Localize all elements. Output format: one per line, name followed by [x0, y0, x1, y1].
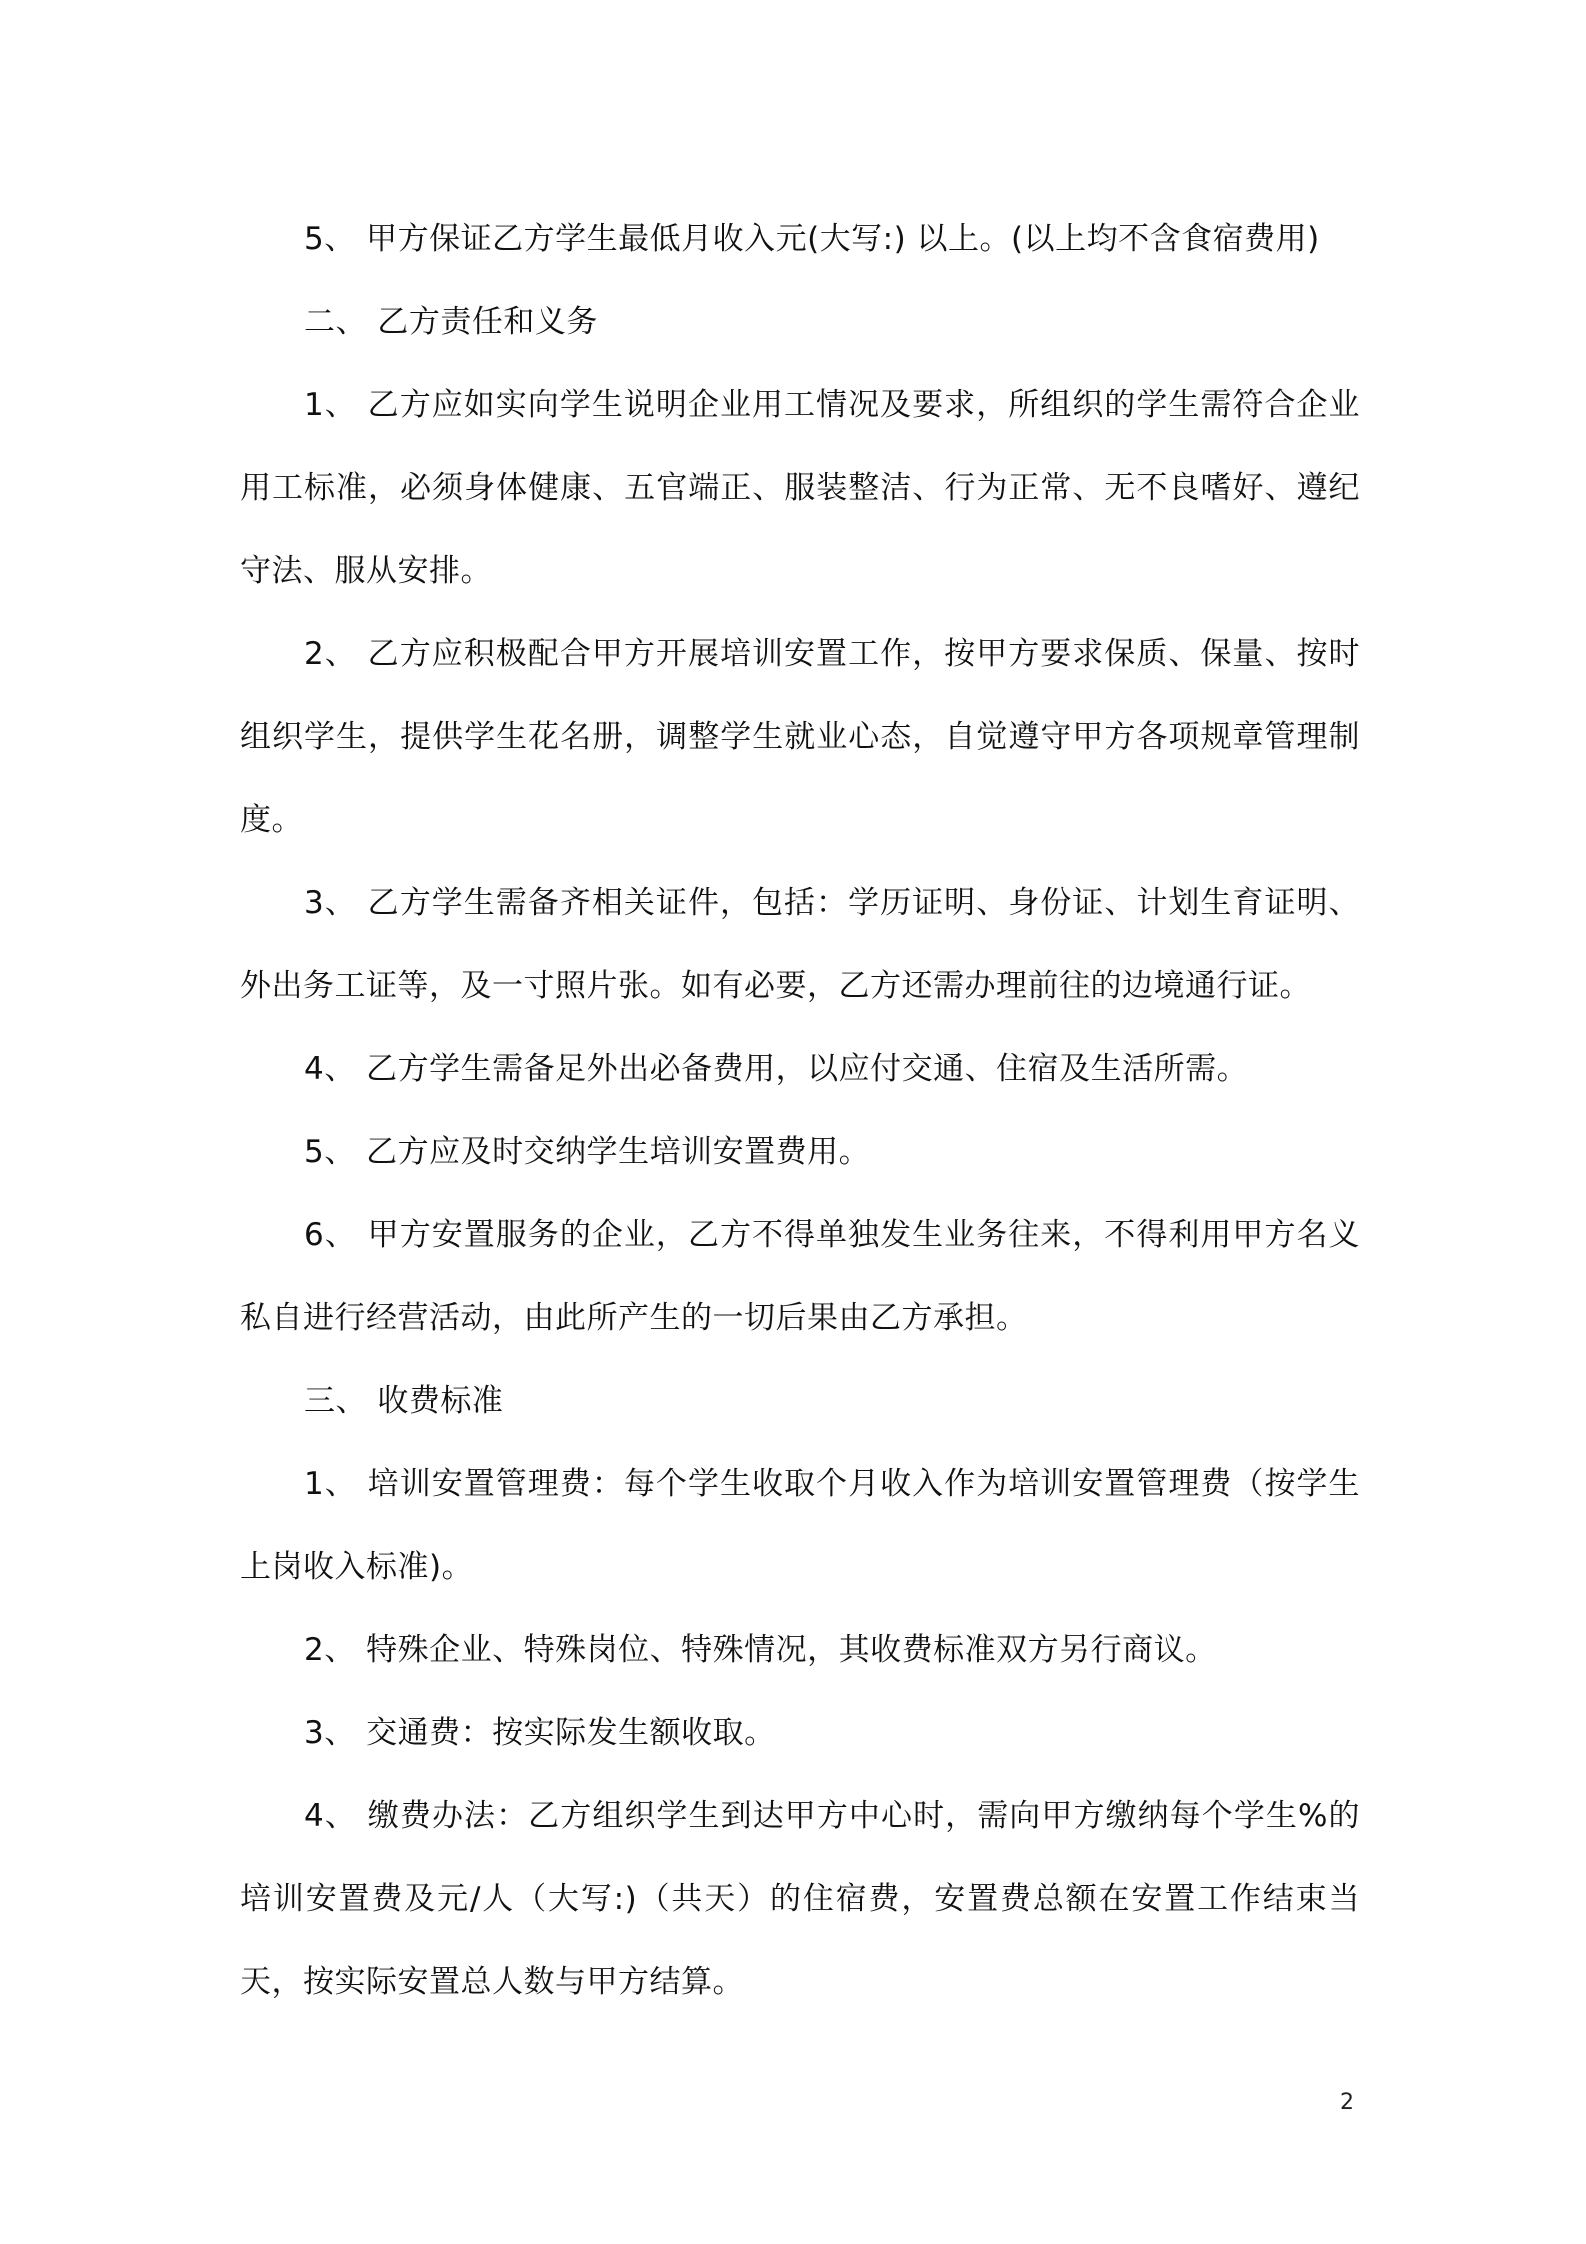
page-number: 2 [1340, 2090, 1354, 2115]
paragraph-b-clause-1: 1、 乙方应如实向学生说明企业用工情况及要求，所组织的学生需符合企业用工标准，必须身体健康、五官端正、服装整洁、行为正常、无不良嗜好、遵纪守法、服从安排。 [240, 387, 1360, 589]
paragraph-clause-5-min-income: 5、 甲方保证乙方学生最低月收入元(大写:) 以上。(以上均不含食宿费用) [304, 221, 1320, 257]
section-heading-fee-standard: 三、 收费标准 [304, 1383, 504, 1419]
paragraph-b-clause-5: 5、 乙方应及时交纳学生培训安置费用。 [304, 1134, 871, 1170]
paragraph-b-clause-2: 2、 乙方应积极配合甲方开展培训安置工作，按甲方要求保质、保量、按时组织学生，提供学生花名册，调整学生就业心态，自觉遵守甲方各项规章管理制度。 [240, 636, 1360, 838]
paragraph-fee-clause-3: 3、 交通费：按实际发生额收取。 [304, 1715, 776, 1751]
paragraph-b-clause-6: 6、 甲方安置服务的企业，乙方不得单独发生业务往来，不得利用甲方名义私自进行经营活动，由此所产生的一切后果由乙方承担。 [240, 1217, 1360, 1336]
document-body [240, 198, 1360, 2024]
paragraph-b-clause-3: 3、 乙方学生需备齐相关证件，包括：学历证明、身份证、计划生育证明、外出务工证等，及一寸照片张。如有必要，乙方还需办理前往的边境通行证。 [240, 885, 1360, 1004]
paragraph-b-clause-4: 4、 乙方学生需备足外出必备费用，以应付交通、住宿及生活所需。 [304, 1051, 1249, 1087]
section-heading-party-b-duties: 二、 乙方责任和义务 [304, 304, 598, 340]
paragraph-fee-clause-4: 4、 缴费办法：乙方组织学生到达甲方中心时，需向甲方缴纳每个学生%的培训安置费及元/人（大写:)（共天）的住宿费，安置费总额在安置工作结束当天，按实际安置总人数与甲方结算。 [240, 1798, 1360, 2000]
paragraph-fee-clause-2: 2、 特殊企业、特殊岗位、特殊情况，其收费标准双方另行商议。 [304, 1632, 1217, 1668]
paragraph-fee-clause-1: 1、 培训安置管理费：每个学生收取个月收入作为培训安置管理费（按学生上岗收入标准)。 [240, 1466, 1360, 1585]
